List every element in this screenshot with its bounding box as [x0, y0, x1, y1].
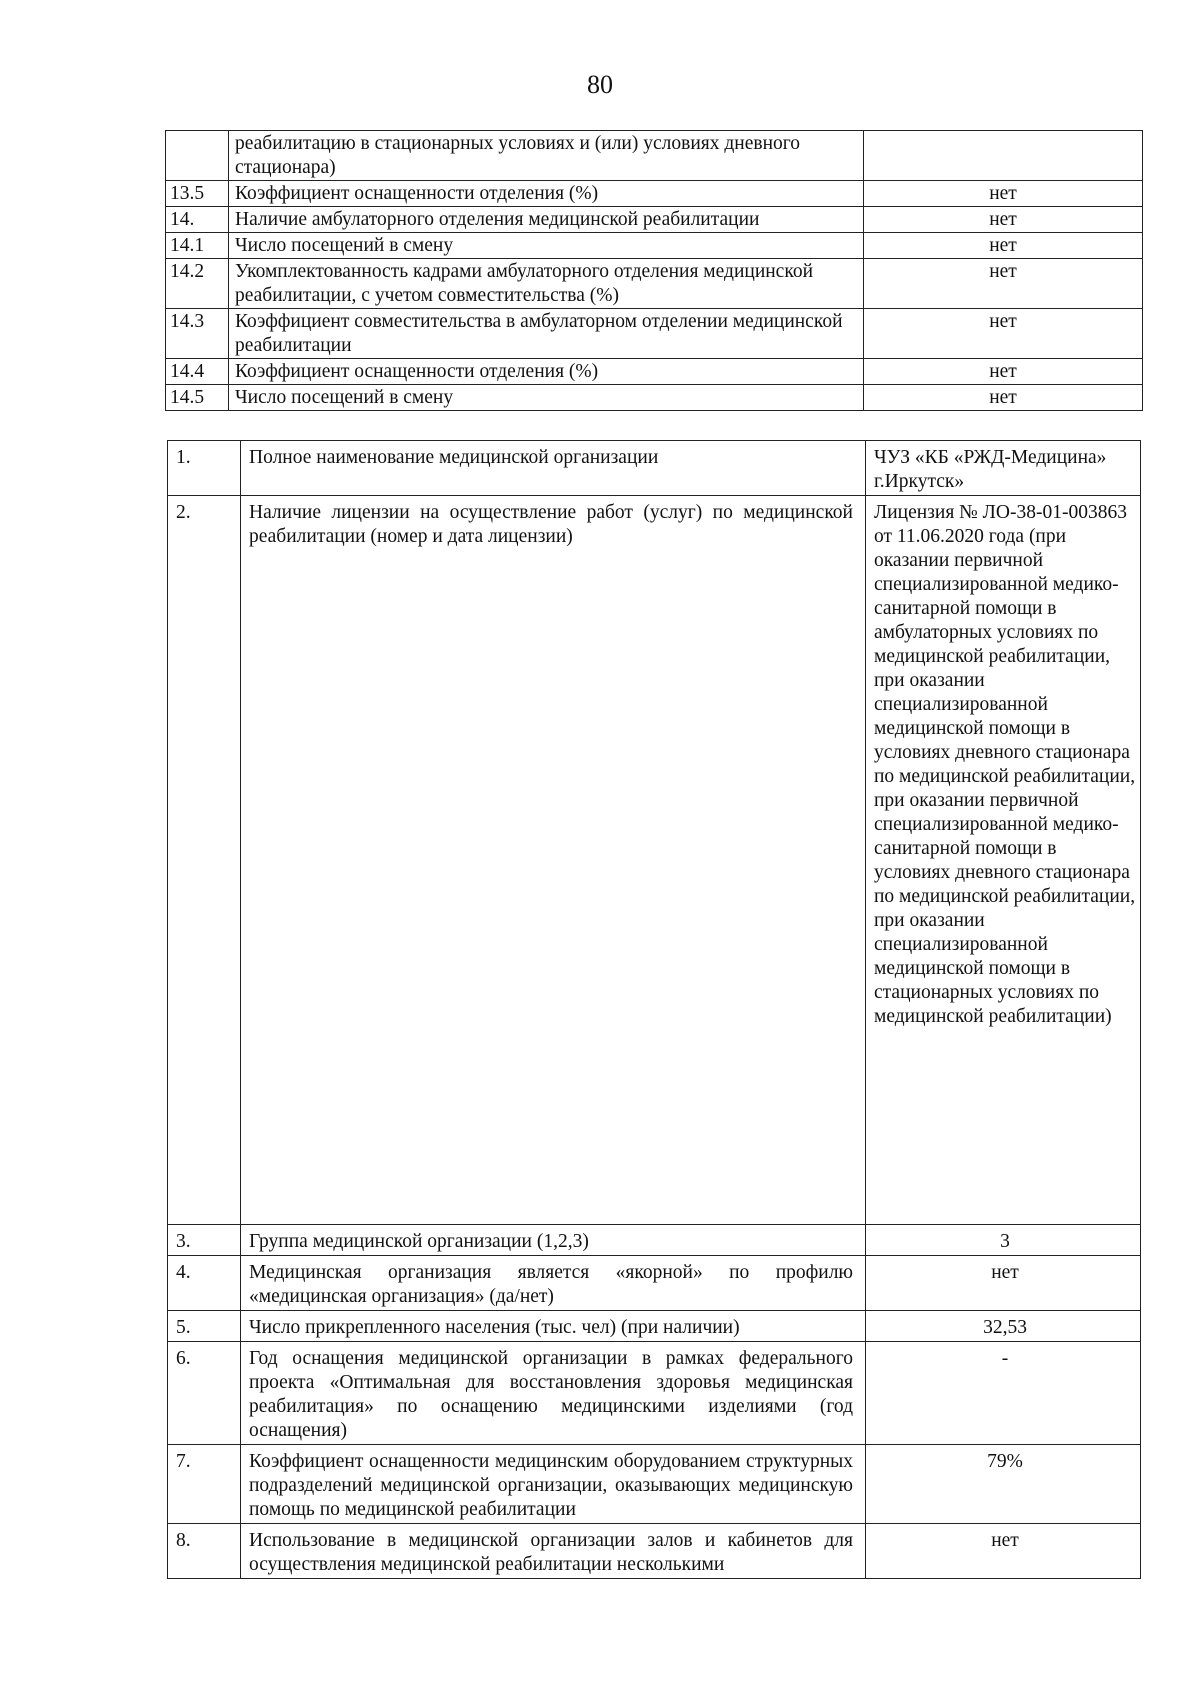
row-number: 5.: [168, 1311, 241, 1342]
table-row: [166, 259, 1143, 309]
row-text: Число прикрепленного населения (тыс. чел) (при наличии): [241, 1311, 866, 1342]
row-text: Медицинская организация является «якорной» по профилю «медицинская организация» (да/нет): [241, 1256, 866, 1311]
row-value: нет: [864, 359, 1143, 385]
row-value: нет: [866, 1524, 1141, 1579]
row-text: Укомплектованность кадрами амбулаторного отделения медицинской реабилитации, с учетом совместительства (%): [229, 259, 864, 309]
row-text: Коэффициент оснащенности медицинским оборудованием структурных подразделений медицинской организации, оказывающих медицинскую помощь по медицинской реабилитации: [241, 1445, 866, 1524]
row-text: Использование в медицинской организации залов и кабинетов для осуществления медицинской реабилитации несколькими: [241, 1524, 866, 1579]
row-number: 1.: [168, 441, 241, 496]
page-number: 80: [587, 70, 613, 99]
table-row: [168, 1256, 1141, 1311]
row-value: нет: [864, 309, 1143, 359]
table-row: [168, 1445, 1141, 1524]
row-text: Группа медицинской организации (1,2,3): [241, 1225, 866, 1256]
license-details: Лицензия № ЛО-38-01-003863 от 11.06.2020 года (при оказании первичной специализированной медико-санитарной помощи в амбулаторных условиях по медицинской реабилитации, при оказании специализированной медицинской помощи в условиях дневного стационара по медицинской реабилитации, при оказании первичной специализированной медико-санитарной помощи в условиях дневного стационара по медицинской реабилитации, при оказании специализированной медицинской помощи в стационарных условиях по медицинской реабилитации): [866, 496, 1141, 1225]
row-value: [864, 131, 1143, 181]
row-text: Коэффициент оснащенности отделения (%): [229, 359, 864, 385]
row-value: 32,53: [866, 1311, 1141, 1342]
row-number: 14.5: [166, 385, 229, 411]
table-row: [168, 496, 1141, 1225]
row-value: нет: [864, 181, 1143, 207]
row-number: 14.4: [166, 359, 229, 385]
row-number: [166, 131, 229, 181]
row-number: 14.2: [166, 259, 229, 309]
table-row: [166, 385, 1143, 411]
row-text: Наличие лицензии на осуществление работ (услуг) по медицинской реабилитации (номер и дата лицензии): [241, 496, 866, 1225]
row-value: нет: [864, 233, 1143, 259]
row-number: 8.: [168, 1524, 241, 1579]
table-row: [166, 131, 1143, 181]
table-row: [166, 181, 1143, 207]
table-row: [166, 309, 1143, 359]
row-value: нет: [864, 259, 1143, 309]
table-row: [168, 1225, 1141, 1256]
table-row: [166, 233, 1143, 259]
row-value: 79%: [866, 1445, 1141, 1524]
row-text: Год оснащения медицинской организации в рамках федерального проекта «Оптимальная для восстановления здоровья медицинская реабилитация» по оснащению медицинскими изделиями (год оснащения): [241, 1342, 866, 1445]
row-text: реабилитацию в стационарных условиях и (или) условиях дневного стационара): [229, 131, 864, 181]
table-row: [166, 359, 1143, 385]
row-number: 7.: [168, 1445, 241, 1524]
row-number: 3.: [168, 1225, 241, 1256]
table-row: [168, 1342, 1141, 1445]
row-value: -: [866, 1342, 1141, 1445]
indicators-table-continued: [165, 130, 1143, 411]
row-number: 13.5: [166, 181, 229, 207]
row-number: 14.3: [166, 309, 229, 359]
row-number: 4.: [168, 1256, 241, 1311]
row-text: Число посещений в смену: [229, 385, 864, 411]
organization-name: ЧУЗ «КБ «РЖД-Медицина» г.Иркутск»: [866, 441, 1141, 496]
row-value: 3: [866, 1225, 1141, 1256]
table-row: [166, 207, 1143, 233]
table-row: [168, 441, 1141, 496]
row-number: 14.1: [166, 233, 229, 259]
row-text: Наличие амбулаторного отделения медицинской реабилитации: [229, 207, 864, 233]
table-row: [168, 1311, 1141, 1342]
row-value: нет: [864, 385, 1143, 411]
row-number: 6.: [168, 1342, 241, 1445]
row-text: Число посещений в смену: [229, 233, 864, 259]
row-value: нет: [864, 207, 1143, 233]
row-number: 14.: [166, 207, 229, 233]
row-text: Полное наименование медицинской организации: [241, 441, 866, 496]
table-row: [168, 1524, 1141, 1579]
organization-info-table: [167, 440, 1141, 1579]
row-value: нет: [866, 1256, 1141, 1311]
row-text: Коэффициент оснащенности отделения (%): [229, 181, 864, 207]
row-text: Коэффициент совместительства в амбулаторном отделении медицинской реабилитации: [229, 309, 864, 359]
row-number: 2.: [168, 496, 241, 1225]
